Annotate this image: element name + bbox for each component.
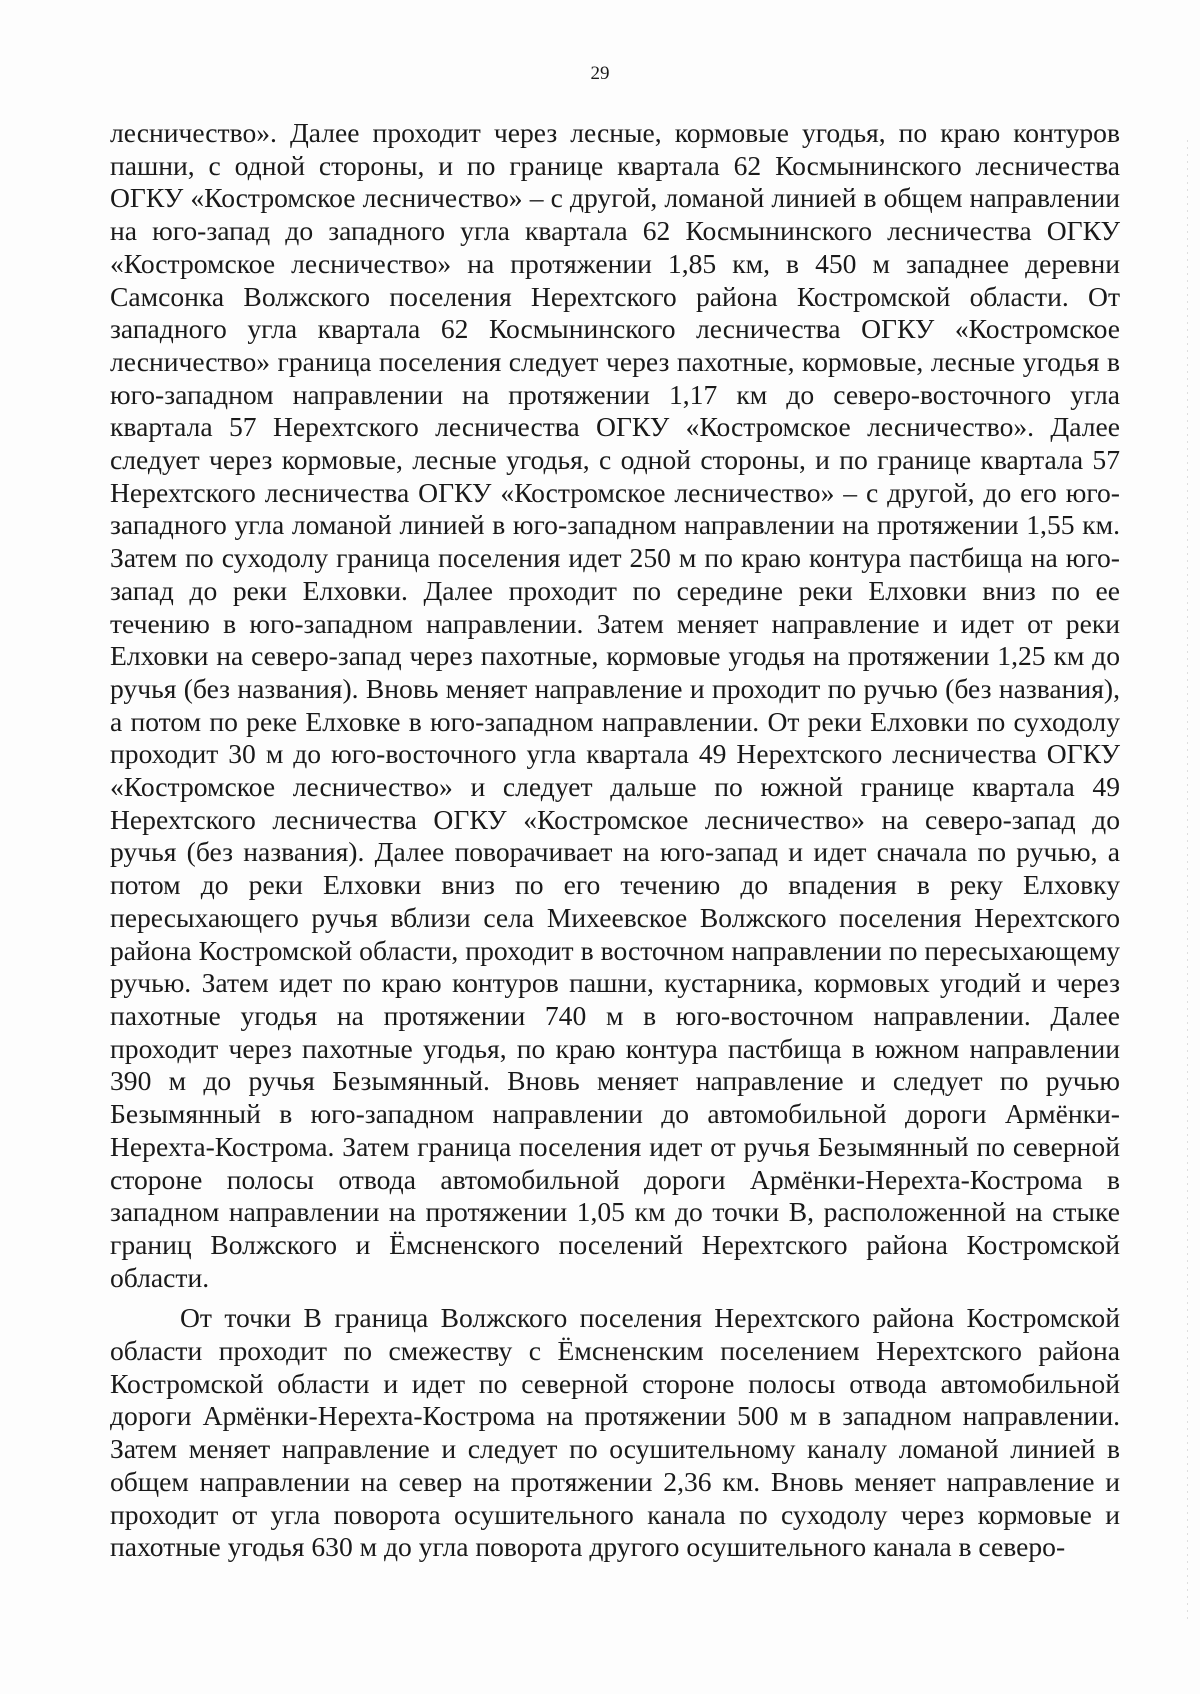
- page-number: 29: [590, 63, 610, 84]
- paragraph-1: лесничество». Далее проходит через лесные, кормовые угодья, по краю контуров пашни, с одной стороны, и по границе квартала 62 Космынинского лесничества ОГКУ «Костромское лесничество» – с другой, ломаной линией в общем направлении на юго-запад до западного угла квартала 62 Космынинского лесничества ОГКУ «Костромское лесничество» на протяжении 1,85 км, в 450 м западнее деревни Самсонка Волжского поселения Нерехтского района Костромской области. От западного угла квартала 62 Космынинского лесничества ОГКУ «Костромское лесничество» граница поселения следует через пахотные, кормовые, лесные угодья в юго-западном направлении на протяжении 1,17 км до северо-восточного угла квартала 57 Нерехтского лесничества ОГКУ «Костромское лесничество». Далее следует через кормовые, лесные угодья, с одной стороны, и по границе квартала 57 Нерехтского лесничества ОГКУ «Костромское лесничество» – с другой, до его юго-западного угла ломаной линией в юго-западном направлении на протяжении 1,55 км. Затем по суходолу граница поселения идет 250 м по краю контура пастбища на юго-запад до реки Елховки. Далее проходит по середине реки Елховки вниз по ее течению в юго-западном направлении. Затем меняет направление и идет от реки Елховки на северо-запад через пахотные, кормовые угодья на протяжении 1,25 км до ручья (без названия). Вновь меняет направление и проходит по ручью (без названия), а потом по реке Елховке в юго-западном направлении. От реки Елховки по суходолу проходит 30 м до юго-восточного угла квартала 49 Нерехтского лесничества ОГКУ «Костромское лесничество» и следует дальше по южной границе квартала 49 Нерехтского лесничества ОГКУ «Костромское лесничество» на северо-запад до ручья (без названия). Далее поворачивает на юго-запад и идет сначала по ручью, а потом до реки Елховки вниз по его течению до впадения в реку Елховку пересыхающего ручья вблизи села Михеевское Волжского поселения Нерехтского района Костромской области, проходит в восточном направлении по пересыхающему ручью. Затем идет по краю контуров пашни, кустарника, кормовых угодий и через пахотные угодья на протяжении 740 м в юго-восточном направлении. Далее проходит через пахотные угодья, по краю контура пастбища в южном направлении 390 м до ручья Безымянный. Вновь меняет направление и следует по ручью Безымянный в юго-западном направлении до автомобильной дороги Армёнки-Нерехта-Кострома. Затем граница поселения идет от ручья Безымянный по северной стороне полосы отвода автомобильной дороги Армёнки-Нерехта-Кострома в западном направлении на протяжении 1,05 км до точки В, расположенной на стыке границ Волжского и Ёмсненского поселений Нерехтского района Костромской области.: [110, 117, 1120, 1293]
- scan-edge-mark: [1187, 140, 1188, 1620]
- document-body: [110, 117, 1120, 1564]
- paragraph-2: От точки В граница Волжского поселения Нерехтского района Костромской области проходит по смежеству с Ёмсненским поселением Нерехтского района Костромской области и идет по северной стороне полосы отвода автомобильной дороги Армёнки-Нерехта-Кострома на протяжении 500 м в западном направлении. Затем меняет направление и следует по осушительному каналу ломаной линией в общем направлении на север на протяжении 2,36 км. Вновь меняет направление и проходит от угла поворота осушительного канала по суходолу через кормовые и пахотные угодья 630 м до угла поворота другого осушительного канала в северо-: [110, 1302, 1120, 1563]
